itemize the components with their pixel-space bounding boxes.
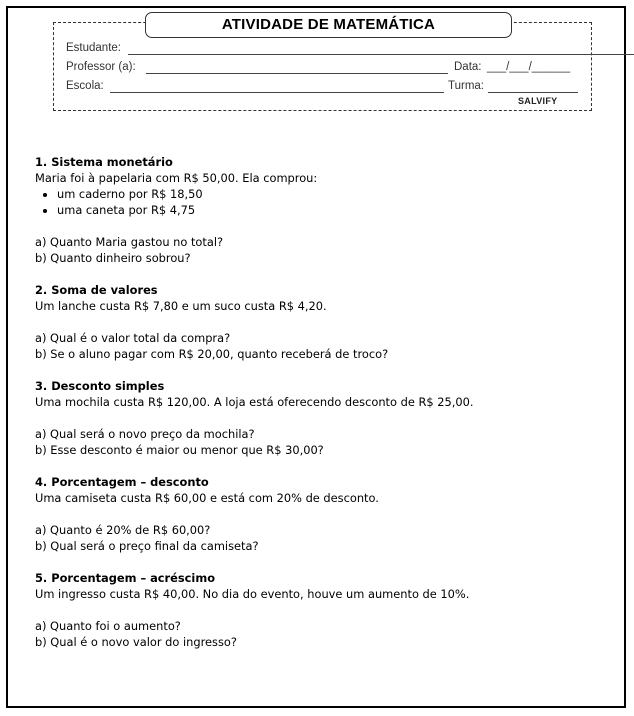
question-title: 5. Porcentagem – acréscimo [35,571,216,585]
list-item: • um caderno por R$ 18,50 [57,186,615,202]
question-part-b: b) Qual é o novo valor do ingresso? [35,635,237,649]
list-item: • uma caneta por R$ 4,75 [57,202,615,218]
school-field[interactable] [110,92,444,93]
class-label: Turma: [448,80,484,92]
question-title: 3. Desconto simples [35,379,165,393]
question-part-b: b) Esse desconto é maior ou menor que R$ 30,00? [35,443,324,457]
question-text: Um lanche custa R$ 7,80 e um suco custa R$ 4,20. [35,299,327,313]
brand-logo: SALVIFY [518,96,558,106]
question-part-a: a) Qual é o valor total da compra? [35,331,231,345]
question-title: 2. Soma de valores [35,283,158,297]
question-part-a: a) Quanto é 20% de R$ 60,00? [35,523,211,537]
question-title: 4. Porcentagem – desconto [35,475,209,489]
worksheet-title: ATIVIDADE DE MATEMÁTICA [145,12,512,38]
question-1 [35,154,615,266]
student-label: Estudante: [66,42,121,54]
class-field[interactable] [488,92,578,93]
date-field[interactable]: ___/___/______ [487,61,571,73]
student-field[interactable] [128,54,634,55]
question-2 [35,282,615,362]
item-list [35,186,615,218]
question-part-a: a) Qual será o novo preço da mochila? [35,427,255,441]
question-text: Uma camiseta custa R$ 60,00 e está com 20% de desconto. [35,491,379,505]
question-text: Uma mochila custa R$ 120,00. A loja está oferecendo desconto de R$ 25,00. [35,395,474,409]
question-part-b: b) Se o aluno pagar com R$ 20,00, quanto receberá de troco? [35,347,389,361]
question-part-b: b) Quanto dinheiro sobrou? [35,251,191,265]
teacher-field[interactable] [146,73,448,74]
question-text: Um ingresso custa R$ 40,00. No dia do evento, houve um aumento de 10%. [35,587,470,601]
date-label: Data: [454,61,482,73]
question-3 [35,378,615,458]
teacher-label: Professor (a): [66,61,136,73]
question-part-a: a) Quanto foi o aumento? [35,619,181,633]
question-text: Maria foi à papelaria com R$ 50,00. Ela comprou: [35,171,318,185]
school-label: Escola: [66,80,104,92]
question-5 [35,570,615,650]
question-title: 1. Sistema monetário [35,155,173,169]
question-part-b: b) Qual será o preço final da camiseta? [35,539,259,553]
question-part-a: a) Quanto Maria gastou no total? [35,235,224,249]
questions-list [35,154,615,650]
question-4 [35,474,615,554]
